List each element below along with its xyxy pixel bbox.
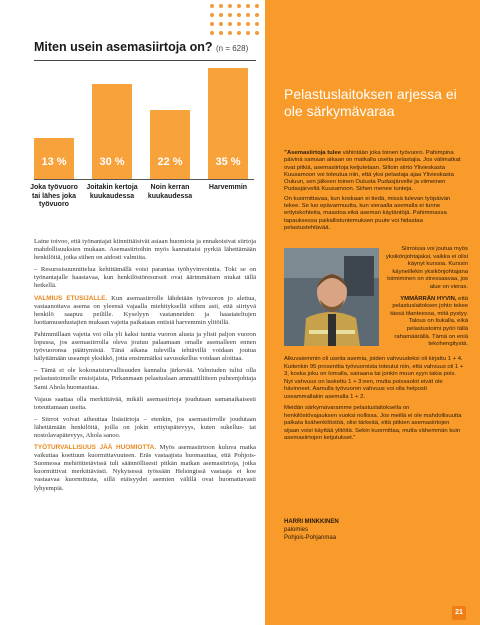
panel-side-text	[378, 246, 468, 349]
category-label: Joka työvuoro tai lähes joka työvuoro	[30, 184, 78, 208]
bar-value-label: 22 %	[157, 156, 183, 168]
panel-title: Pelastuslaitoksen arjessa ei ole särkymävaraa	[284, 86, 457, 119]
panel-paragraph: Alkuvaiemmin oli useita asemia, joiden vahvuudeksi oli kirjattu 1 + 4. Kuitenkin 95 prosenttia työvuoroista toteutui niin, että vahvuus oli 1 + 3, koska joku on lomalla, sairaana tai jonkin muun syyn takia pois. Nyt vahvuus on laskettu 1 + 3:een, mutta poissaolot eivät ole hävinneet. Aamulla työvuoron vahvuus voi olla helposti useammallakin asemalla 1 + 2.	[284, 356, 464, 400]
paragraph-text: Myös asemasiirtoon kuluva matka vaikuttaa koettuun kuormittavuuteen. Eräs vastaajista huomauttaa, että Pohjois-Suomessa mehiöittetävissä tuli säännöllisesti pitkän matkan asemasiirtoja, jotka kuormittivat merkittävästi. Nykyisessä työssään Helsingissä vastaaja ei koe vastaavaa kuormitusta, sillä etäisyydet asemien välillä ovat huomattavasti lyhyempiä.	[34, 444, 256, 492]
article-paragraph: – Resurssisuunnittelua kehittämällä voisi parantaa työhyvinvointia. Toki se on työnantajalle haastavaa, kun henkilöstöresurssit ovat äärimmäisen niukat tällä hetkellä.	[34, 266, 256, 290]
portrait-photo	[284, 248, 379, 346]
panel-lead-bold: ”Asemasiirtoja tulee	[284, 150, 341, 156]
side-paragraph-2	[378, 296, 468, 349]
subheading: TYÖTURVALLISUUS JÄÄ HUOMIOTTA.	[34, 444, 157, 452]
panel-body	[284, 356, 464, 447]
page-number: 21	[452, 606, 466, 620]
author-name: HARRI MINKKINEN	[284, 519, 339, 525]
side-text: että pelastuslaitoksen johto tekee tässä tilanteessa, mitä pystyy. Talous on tiukalla, eikä pelastustoimi pyöri tällä rahamäärällä. Tämä on eniä tekohengitystä.	[390, 295, 468, 348]
article-paragraph: Vajaus saattaa olla merkittävää, mikäli asemasiirtoja joudutaan samanaikaisesti toteuttamaan useita.	[34, 395, 256, 411]
article-paragraph: Pahimmillaan vajetta voi olla yli kaksi tuntia vuoron alusta ja ylisti paljon vuoron lopussa, jos asemasiirrolla oleva joutuu palaamaan omalle asemalleen ennen työvuoronsa päättymistä. Tänä aikana tulevilla tehtävillä voidaan joutua hälyttämään useampi yksikkö, jotta ensimmäiksi savusukellus voidaan aloittaa.	[34, 330, 256, 363]
side-lead: YMMÄRRÄN HYVIN,	[400, 295, 457, 302]
category-label: Joitakin kertoja kuukaudessa	[86, 184, 138, 200]
article-paragraph: – Siirrot voivat aiheuttaa lisäsiirtoja – etenkin, jos asemasiirrolle joudutaan lähettämään henkilöitä, joilla on jokin erityispätevyys, kuten sukellus- tai nostolavapätevyys, Ahola sanoo.	[34, 415, 256, 439]
chart-bar	[150, 110, 190, 180]
signature-block	[284, 518, 464, 542]
firefighter-portrait-image	[284, 248, 379, 346]
side-paragraph: Siirroissa voi joutua myös yksikönjohtajaksi, vaikka ei olisi käynyt kurssia. Kurssin käyneillekin yksikönjohtajana toimiminen on stressaavaa, jos alue on vieras.	[385, 246, 468, 290]
paragraph-text: Kun asemasiirrolle lähdetään työvuoron jo alettua, vastaanottava asema on yleensä vajaalla miehityksellä siihen asti, että siirtyvä henkilö saapuu peilille. Kyselyyn vastanneiden ja haastateltujen luottamusedustajien mukaan vajetta paikataan entistä harvemmin ylitöillä.	[34, 294, 256, 326]
panel-paragraph: Meidän särkymävaramme pelastuslaitoksella on henkilöstövajauksen vuoksi nollissa. Jos meillä ei ole mahdollisuutta palkata lisähenkilöstöä, olisi tärkeää, että pitkien asemasiirtojen sijaan voisi käyttää ylitöitä. Sekin kuormittaa, mutta vähemmän kuin asemasiirtojen ketjutukset.”	[284, 405, 462, 441]
sample-size: (n = 628)	[216, 44, 249, 53]
bar-value-label: 30 %	[99, 156, 125, 168]
panel-lead-text: vähintään joka toinen työvuoro. Pahimpina päivinä samaan aikaan on matkalla useita pelastajia. Jos välimatkat ovat pitkiä, asemasiirtoja ketjutetaan. Siltoin siirto Ylivieskasta Kuusamoon voi toteutua niin, että yksi pelastaja ajaa Ylivieskasta Ouluun, sen jälkeen toinen Oulusta Pudasjärvelle ja viimeinen Pudasjärveltä Kuusamoon. Siihen menee tunteja.	[284, 150, 461, 193]
chart-title	[34, 40, 248, 54]
category-label: Harvemmin	[208, 184, 248, 191]
category-label: Noin kerran kuukaudessa	[147, 184, 193, 200]
panel-intro	[284, 150, 462, 232]
author-role: palomies	[284, 527, 309, 533]
article-paragraph	[34, 295, 256, 327]
panel-lead-text-2: On kuormittavaa, kun koskaan ei tiedä, missä tulevan työpäivän tekee. Se luo epävarmuutta, kun vieraalla asemalla ei tunne erityiskohteita, maastoa eikä aseman käytäntöjä. Pahimmassa tapauksessa paikallistuntemuksen puute voi hidastaa pelastustehtävää.	[284, 195, 451, 231]
chart-title-text: Miten usein asemasiirtoja on?	[34, 40, 213, 54]
subheading: VALMIUS ETUSIJALLE.	[34, 294, 108, 302]
chart-axis	[34, 179, 254, 180]
title-divider	[34, 60, 256, 61]
article-paragraph: – Tämä ei ole kokonaisturvallisuuden kannalta järkevää. Valmiuden tulisi olla pelastustoimelle ensisijaista, Pirkanmaan pelastuslaan ammattiliiteen puheenjohtaja Sami Ahola huomauttaa.	[34, 367, 256, 391]
bar-value-label: 35 %	[215, 156, 241, 168]
article-paragraph: Laine toivoo, että työnantajat kiinnittäisivät asiaan huomiota ja ennakoisivat siirtoja mahdollisuuksien mukaan. Asemasiirtoihin myös kannattaisi pyrkiä lähettämään henkilöitä, jotka siihen on aidosti valmiita.	[34, 238, 256, 262]
bar-value-label: 13 %	[41, 156, 67, 168]
author-region: Pohjois-Pohjanmaa	[284, 535, 337, 541]
article-body	[34, 238, 256, 497]
decorative-dot-grid	[210, 4, 262, 38]
article-paragraph	[34, 444, 256, 493]
